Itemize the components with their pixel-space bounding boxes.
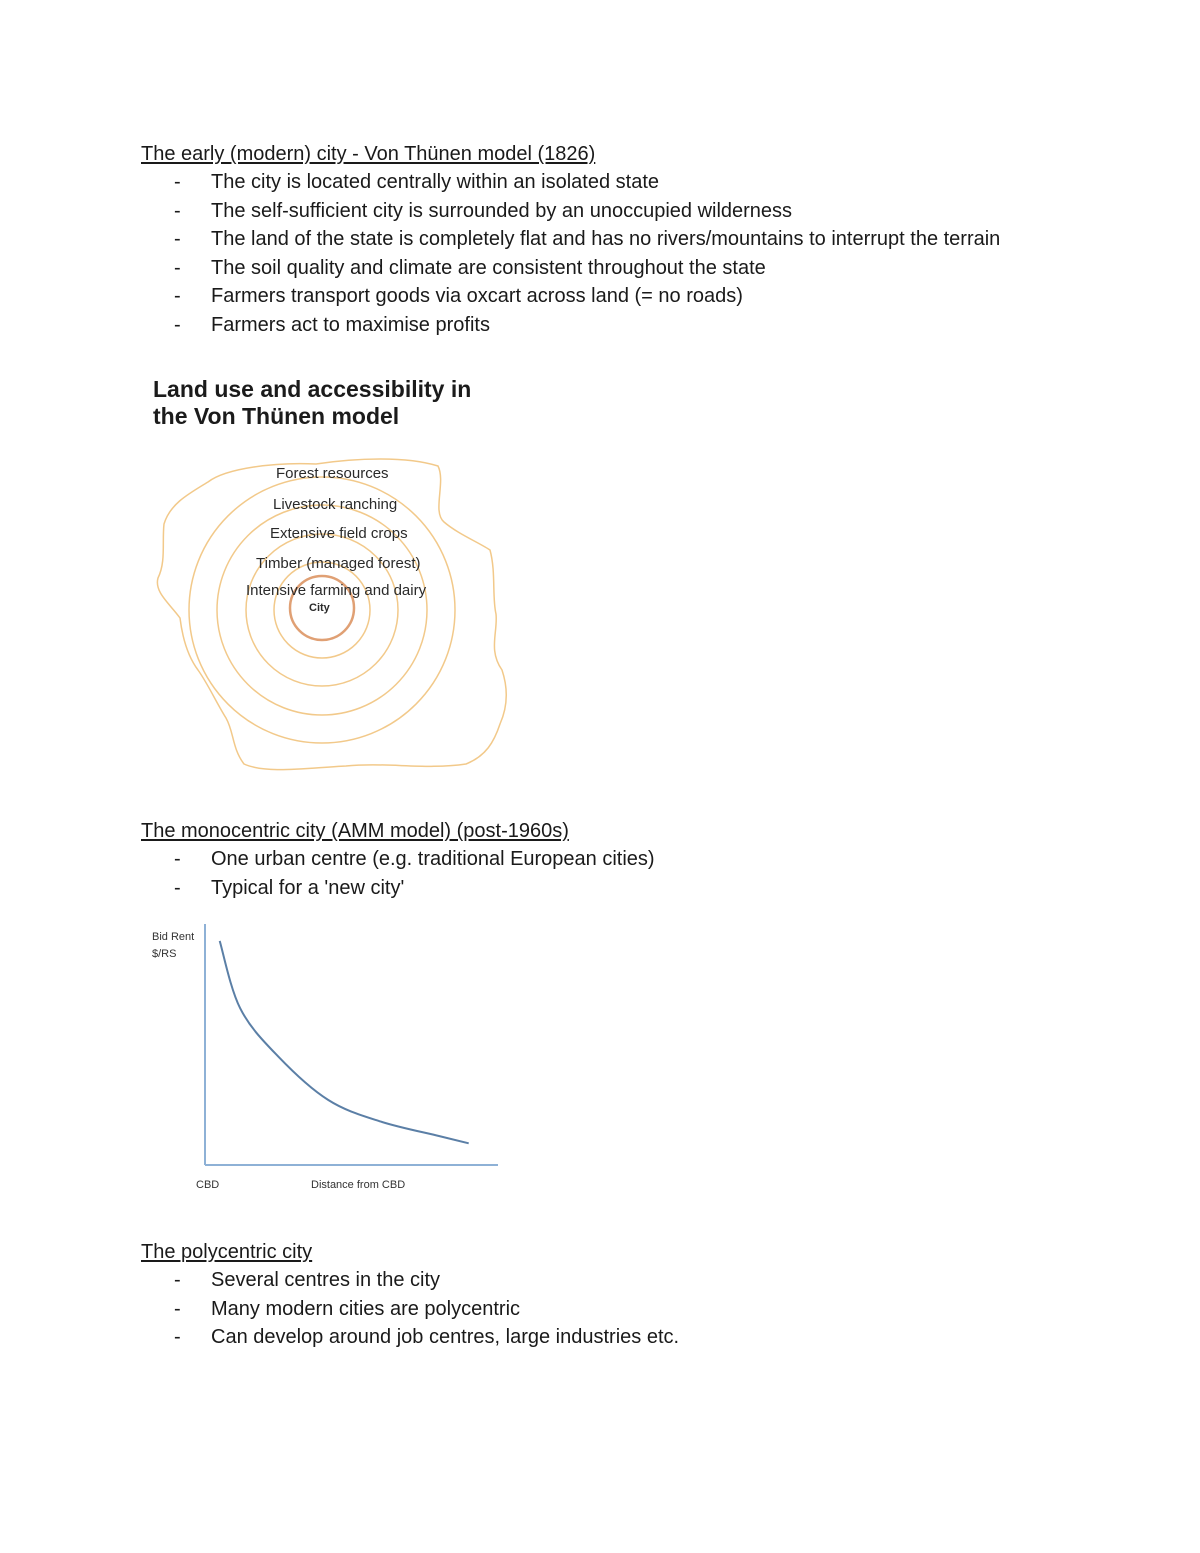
bullet-dash: - [174, 199, 181, 222]
x-axis-label: Distance from CBD [311, 1179, 406, 1191]
list-item [141, 254, 1001, 283]
bullet-list-monocentric [141, 845, 1041, 902]
bullet-dash: - [174, 1269, 181, 1291]
list-item-text: The city is located centrally within an isolated state [211, 171, 659, 193]
list-item [141, 1295, 1001, 1324]
list-item [141, 168, 1001, 197]
list-item [141, 197, 1001, 226]
y-axis-label-line2: $/RS [152, 948, 177, 960]
list-item [141, 1266, 1001, 1295]
bullet-dash: - [174, 313, 181, 336]
list-item [141, 845, 1001, 874]
section-heading-vonthunen: The early (modern) city - Von Thünen model (1826) [141, 143, 596, 165]
list-item-text: Many modern cities are polycentric [211, 1297, 521, 1320]
list-item [141, 225, 1001, 254]
list-item-text: Farmers act to maximise profits [211, 313, 490, 336]
bullet-dash: - [174, 171, 181, 193]
ring-label-livestock-ranching: Livestock ranching [273, 496, 398, 513]
ring-label-forest-resources: Forest resources [276, 465, 389, 482]
list-item [141, 874, 1001, 903]
bullet-list-polycentric [141, 1266, 1041, 1352]
bid-rent-curve [220, 941, 469, 1143]
bullet-dash: - [174, 848, 181, 870]
list-item-text: Can develop around job centres, large industries etc. [211, 1326, 680, 1348]
bullet-dash: - [174, 876, 181, 899]
list-item-text: One urban centre (e.g. traditional European cities) [211, 848, 655, 870]
list-item [141, 1323, 1001, 1352]
bid-rent-chart [146, 918, 506, 1198]
list-item-text: Typical for a 'new city' [211, 876, 405, 899]
list-item-text: Farmers transport goods via oxcart across land (= no roads) [211, 285, 743, 307]
bullet-list-vonthunen [141, 168, 1041, 339]
bullet-dash: - [174, 256, 181, 279]
vonthunen-diagram [146, 372, 526, 782]
list-item-text: The land of the state is completely flat and has no rivers/mountains to interrupt the terrain [211, 228, 1001, 250]
diagram-title [153, 376, 471, 430]
vonthunen-svg [146, 372, 526, 782]
section-monocentric [141, 817, 1041, 902]
ring-label-timber: Timber (managed forest) [256, 555, 421, 572]
ring-label-intensive-farming: Intensive farming and dairy [246, 582, 427, 599]
bullet-dash: - [174, 1297, 181, 1320]
diagram-title-line2: the Von Thünen model [153, 403, 400, 429]
section-polycentric [141, 1238, 1041, 1352]
bullet-dash: - [174, 1326, 181, 1348]
list-item-text: Several centres in the city [211, 1269, 440, 1291]
list-item-text: The soil quality and climate are consistent throughout the state [211, 256, 766, 279]
ring-label-extensive-field-crops: Extensive field crops [270, 525, 408, 542]
diagram-title-line1: Land use and accessibility in [153, 376, 472, 402]
bullet-dash: - [174, 228, 181, 250]
section-heading-polycentric: The polycentric city [141, 1241, 313, 1263]
list-item [141, 282, 1001, 311]
city-label: City [309, 602, 330, 614]
list-item [141, 311, 1001, 340]
list-item-text: The self-sufficient city is surrounded by an unoccupied wilderness [211, 199, 793, 222]
section-heading-monocentric: The monocentric city (AMM model) (post-1960s) [141, 820, 569, 842]
x-tick-label-cbd: CBD [196, 1179, 220, 1191]
section-vonthunen [141, 140, 1041, 339]
bullet-dash: - [174, 285, 181, 307]
y-axis-label-line1: Bid Rent [152, 931, 195, 943]
bid-rent-svg [146, 918, 506, 1198]
